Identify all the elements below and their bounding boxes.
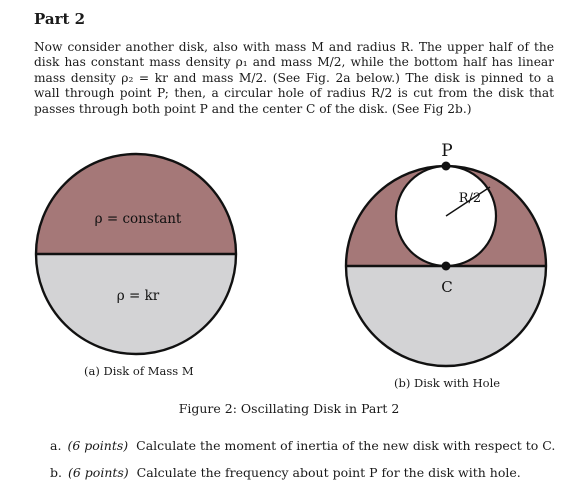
point-p-label: P <box>441 141 453 161</box>
question-a-label: a. <box>50 438 62 453</box>
disk-a-upper-half <box>36 154 236 254</box>
disk-b <box>346 141 546 366</box>
question-a-text: Calculate the moment of inertia of the new disk with respect to C. <box>136 438 556 453</box>
question-b-label: b. <box>50 465 62 480</box>
disk-a-top-label: ρ = constant <box>94 211 182 227</box>
section-heading: Part 2 <box>34 10 86 28</box>
question-b-points: (6 points) <box>67 465 129 480</box>
point-c-dot <box>442 262 451 271</box>
problem-paragraph: Now consider another disk, also with mass M and radius R. The upper half of the disk has constant mass density ρ₁ and mass M/2, while the bottom half has linear mass density ρ₂ = kr and mass M/2. (See Fig. 2a below.) The disk is pinned to a wall through point P; then, a circular hole of radius R/2 is cut from the disk that passes through both point P and the center C of the disk. (See Fig 2b.) <box>34 40 554 116</box>
point-c-label: C <box>441 278 453 296</box>
caption-b: (b) Disk with Hole <box>394 376 501 390</box>
caption-a: (a) Disk of Mass M <box>84 364 194 378</box>
question-b-text: Calculate the frequency about point P for the disk with hole. <box>136 465 521 480</box>
disk-a-bottom-label: ρ = kr <box>116 288 160 304</box>
figure-caption: Figure 2: Oscillating Disk in Part 2 <box>178 401 400 416</box>
radius-label: R/2 <box>458 191 482 206</box>
question-a-points: (6 points) <box>67 438 129 453</box>
question-a <box>50 438 555 453</box>
question-b <box>50 465 521 480</box>
disk-a <box>36 154 236 354</box>
point-p-dot <box>442 162 451 171</box>
